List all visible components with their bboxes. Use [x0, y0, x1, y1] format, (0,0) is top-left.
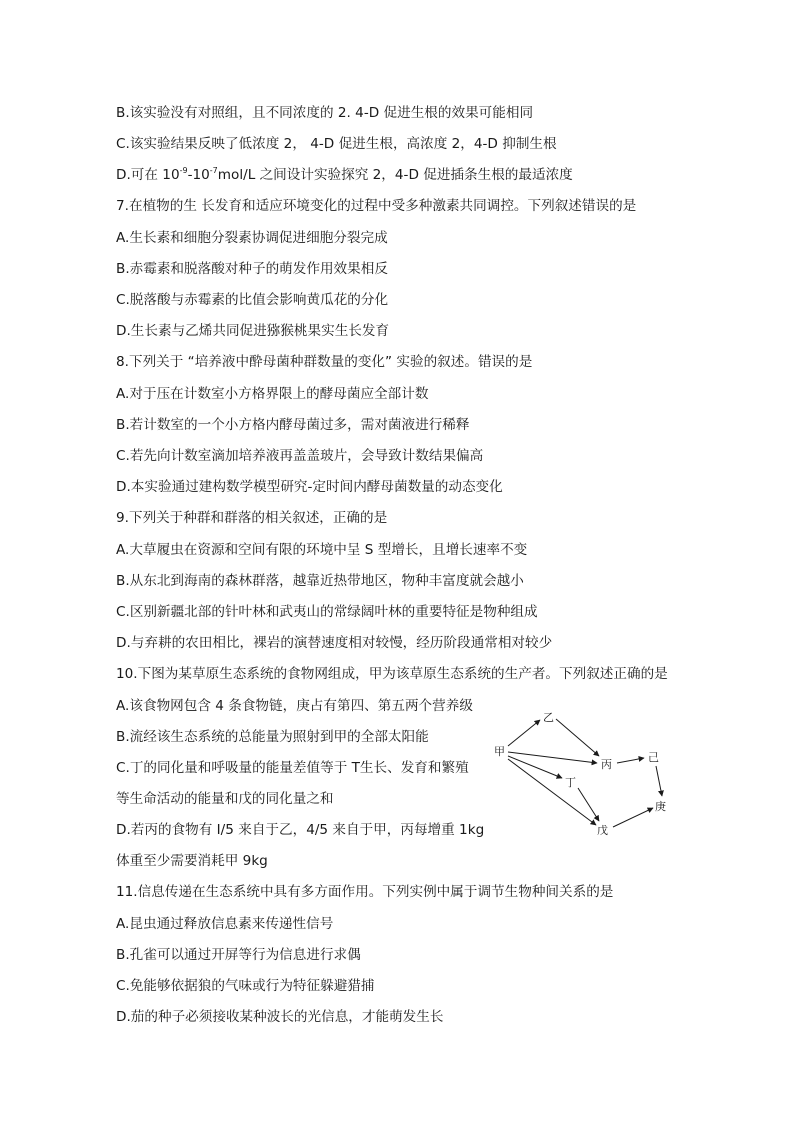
q11-option-c: C.免能够依据狼的气味或行为特征躲避猎捕 — [116, 978, 375, 994]
q8-option-a: A.对于压在计数室小方格界限上的酵母菌应全部计数 — [116, 386, 429, 402]
edge-yi-bing — [556, 719, 599, 756]
edge-jia-wu — [508, 759, 596, 825]
node-yi: 乙 — [543, 711, 554, 724]
node-geng: 庚 — [655, 800, 666, 813]
q7-option-a: A.生长素和细胞分裂素协调促进细胞分裂完成 — [116, 230, 388, 246]
q7-stem: 7.在植物的生 长发育和适应环境变化的过程中受多种激素共同调控。下列叙述错误的是 — [116, 198, 637, 214]
q6-d-exp1: -9 — [179, 166, 188, 175]
q10-option-a: A.该食物网包含 4 条食物链，庚占有第四、第五两个营养级 — [116, 698, 473, 714]
q10-option-d-line2: 体重至少需要消耗甲 9kg — [116, 853, 268, 869]
q6-d-exp2: -7 — [209, 166, 218, 175]
q7-option-d: D.生长素与乙烯共同促进猕猴桃果实生长发育 — [116, 323, 390, 339]
edge-jia-ding — [508, 756, 562, 778]
node-ji: 己 — [648, 751, 659, 764]
food-web-diagram — [490, 705, 680, 840]
q10-option-c-line1: C.丁的同化量和呼吸量的能量差值等于 T生长、发育和繁殖 — [116, 760, 469, 776]
q9-option-d: D.与弃耕的农田相比，裸岩的演替速度相对较慢，经历阶段通常相对较少 — [116, 635, 553, 651]
edge-jia-yi — [508, 720, 540, 746]
node-bing: 丙 — [601, 758, 612, 771]
node-wu: 戊 — [597, 824, 608, 837]
q6-option-b: B.该实验没有对照组，且不同浓度的 2. 4-D 促进生根的效果可能相同 — [116, 105, 534, 121]
q8-option-d: D.本实验通过建构数学模型研究-定时间内酵母菌数量的动态变化 — [116, 479, 503, 495]
q10-option-c-line2: 等生命活动的能量和戊的同化量之和 — [116, 791, 334, 807]
edge-ding-wu — [578, 788, 599, 821]
q6-option-c: C.该实验结果反映了低浓度 2， 4-D 促进生根，高浓度 2，4-D 抑制生根 — [116, 136, 557, 152]
node-ding: 丁 — [565, 776, 576, 789]
q11-option-a: A.昆虫通过释放信息素来传递性信号 — [116, 916, 334, 932]
q11-stem: 11.信息传递在生态系统中具有多方面作用。下列实例中属于调节生物种间关系的是 — [116, 884, 614, 900]
q6-option-d — [116, 166, 573, 184]
q10-stem: 10.下图为某草原生态系统的食物网组成，甲为该草原生态系统的生产者。下列叙述正确的是 — [116, 666, 668, 682]
q10-option-b: B.流经该生态系统的总能量为照射到甲的全部太阳能 — [116, 729, 429, 745]
q11-option-d: D.茄的种子必须接收某种波长的光信息，才能萌发生长 — [116, 1009, 444, 1025]
edge-ji-geng — [656, 766, 662, 796]
node-jia: 甲 — [494, 745, 505, 758]
q8-option-c: C.若先向计数室滴加培养液再盖盖玻片，会导致计数结果偏高 — [116, 448, 484, 464]
q11-option-b: B.孔雀可以通过开屏等行为信息进行求偶 — [116, 947, 361, 963]
q9-option-c: C.区别新疆北部的针叶林和武夷山的常绿阔叶林的重要特征是物种组成 — [116, 604, 538, 620]
edge-wu-geng — [613, 808, 653, 827]
q8-option-b: B.若计数室的一个小方格内酵母菌过多，需对菌液进行稀释 — [116, 417, 470, 433]
q7-option-b: B.赤霉素和脱落酸对种子的萌发作用效果相反 — [116, 261, 388, 277]
q10-option-d-line1: D.若丙的食物有 I/5 来自于乙，4/5 来自于甲，丙每增重 1kg — [116, 822, 485, 838]
q8-stem: 8.下列关于 “培养液中酔母菌种群数量的变化” 实验的叙述。错误的是 — [116, 354, 533, 370]
edge-bing-ji — [617, 758, 644, 763]
q7-option-c: C.脱落酸与赤霉素的比值会影响黄瓜花的分化 — [116, 292, 389, 308]
q9-option-a: A.大草履虫在资源和空间有限的环境中呈 S 型增长，且增长速率不变 — [116, 542, 528, 558]
q6-d-mid: -10 — [187, 167, 210, 183]
q6-d-pre: D.可在 10 — [116, 167, 180, 183]
q9-stem: 9.下列关于种群和群落的相关叙述，正确的是 — [116, 510, 388, 526]
q6-d-post: mol/L 之间设计实验探究 2，4-D 促进插条生根的最适浓度 — [217, 167, 573, 183]
q9-option-b: B.从东北到海南的森林群落，越靠近热带地区，物种丰富度就会越小 — [116, 573, 524, 589]
